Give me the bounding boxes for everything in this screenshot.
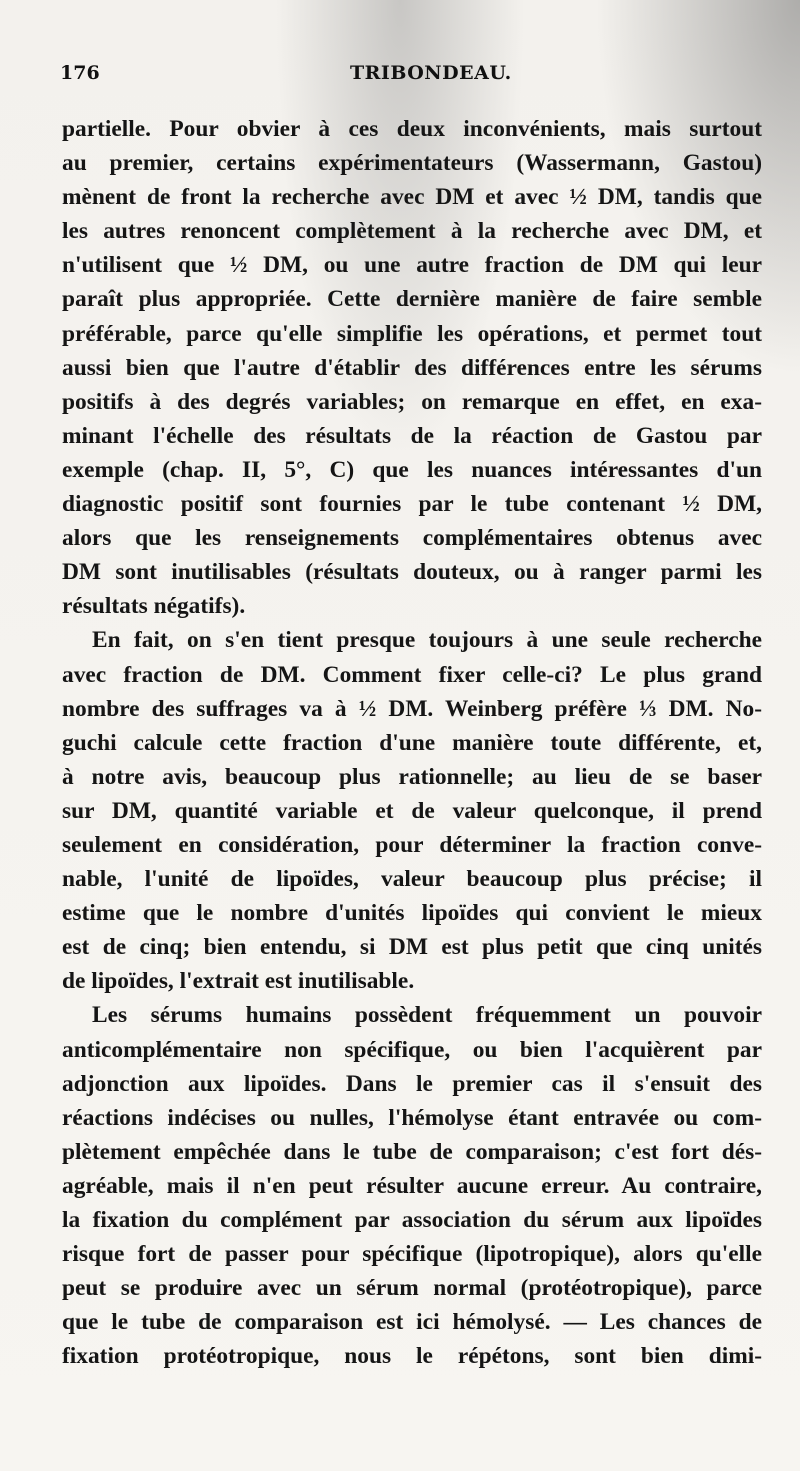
text-line: anticomplémentaire non spécifique, ou bien l'acquièrent par [62,1036,762,1063]
text-line: adjonction aux lipoïdes. Dans le premier cas il s'ensuit des [62,1070,762,1097]
text-line: seulement en considération, pour déterminer la fraction conve- [62,831,762,858]
text-line: que le tube de comparaison est ici hémolysé. — Les chances de [62,1309,762,1336]
text-line: partielle. Pour obvier à ces deux inconvénients, mais surtout [62,116,762,142]
text-line: résultats négatifs). [62,593,246,620]
text-line: au premier, certains expérimentateurs (Wassermann, Gastou) [62,150,762,177]
text-line: plètement empêchée dans le tube de comparaison; c'est fort dés- [62,1138,762,1165]
text-line: nable, l'unité de lipoïdes, valeur beaucoup plus précise; il [62,866,762,893]
text-line: la fixation du complément par association du sérum aux lipoïdes [62,1207,762,1233]
text-line: mènent de front la recherche avec DM et avec ½ DM, tandis que [62,184,762,211]
text-line: réactions indécises ou nulles, l'hémolyse étant entravée ou com- [62,1104,762,1131]
running-head: TRIBONDEAU. [350,62,512,84]
text-line: paraît plus appropriée. Cette dernière manière de faire semble [62,286,762,313]
text-line: aussi bien que l'autre d'établir des différences entre les sérums [62,354,762,381]
text-line: estime que le nombre d'unités lipoïdes qui convient le mieux [62,900,762,927]
text-line: agréable, mais il n'en peut résulter aucune erreur. Au contraire, [62,1172,762,1199]
text-line: avec fraction de DM. Comment fixer celle-ci? Le plus grand [62,661,762,688]
text-line: positifs à des degrés variables; on remarque en effet, en exa- [62,388,762,415]
text-line: Les sérums humains possèdent fréquemment un pouvoir [92,1002,762,1029]
text-line: DM sont inutilisables (résultats douteux, ou à ranger parmi les [62,559,762,586]
body-text [62,112,762,1373]
page-number: 176 [60,62,100,84]
text-line: guchi calcule cette fraction d'une manière toute différente, et, [62,729,762,756]
text-line: En fait, on s'en tient presque toujours à une seule recherche [92,627,762,654]
text-line: n'utilisent que ½ DM, ou une autre fraction de DM qui leur [62,252,762,279]
text-line: peut se produire avec un sérum normal (protéotropique), parce [62,1275,762,1302]
text-line: nombre des suffrages va à ½ DM. Weinberg préfère ⅓ DM. No- [62,695,762,722]
text-line: diagnostic positif sont fournies par le tube contenant ½ DM, [62,491,762,518]
text-line: de lipoïdes, l'extrait est inutilisable. [62,968,415,995]
text-line: exemple (chap. II, 5°, C) que les nuances intéressantes d'un [62,456,762,483]
page-header [60,62,760,92]
text-line: risque fort de passer pour spécifique (lipotropique), alors qu'elle [62,1241,762,1268]
text-line: à notre avis, beaucoup plus rationnelle; au lieu de se baser [62,763,762,790]
text-line: minant l'échelle des résultats de la réaction de Gastou par [62,422,762,449]
text-line: préférable, parce qu'elle simplifie les opérations, et permet tout [62,320,762,347]
text-line: fixation protéotropique, nous le répétons, sont bien dimi- [62,1343,762,1370]
text-line: sur DM, quantité variable et de valeur quelconque, il prend [62,797,762,824]
text-line: les autres renoncent complètement à la recherche avec DM, et [62,218,762,245]
text-line: est de cinq; bien entendu, si DM est plus petit que cinq unités [62,934,762,961]
text-line: alors que les renseignements complémentaires obtenus avec [62,525,762,552]
